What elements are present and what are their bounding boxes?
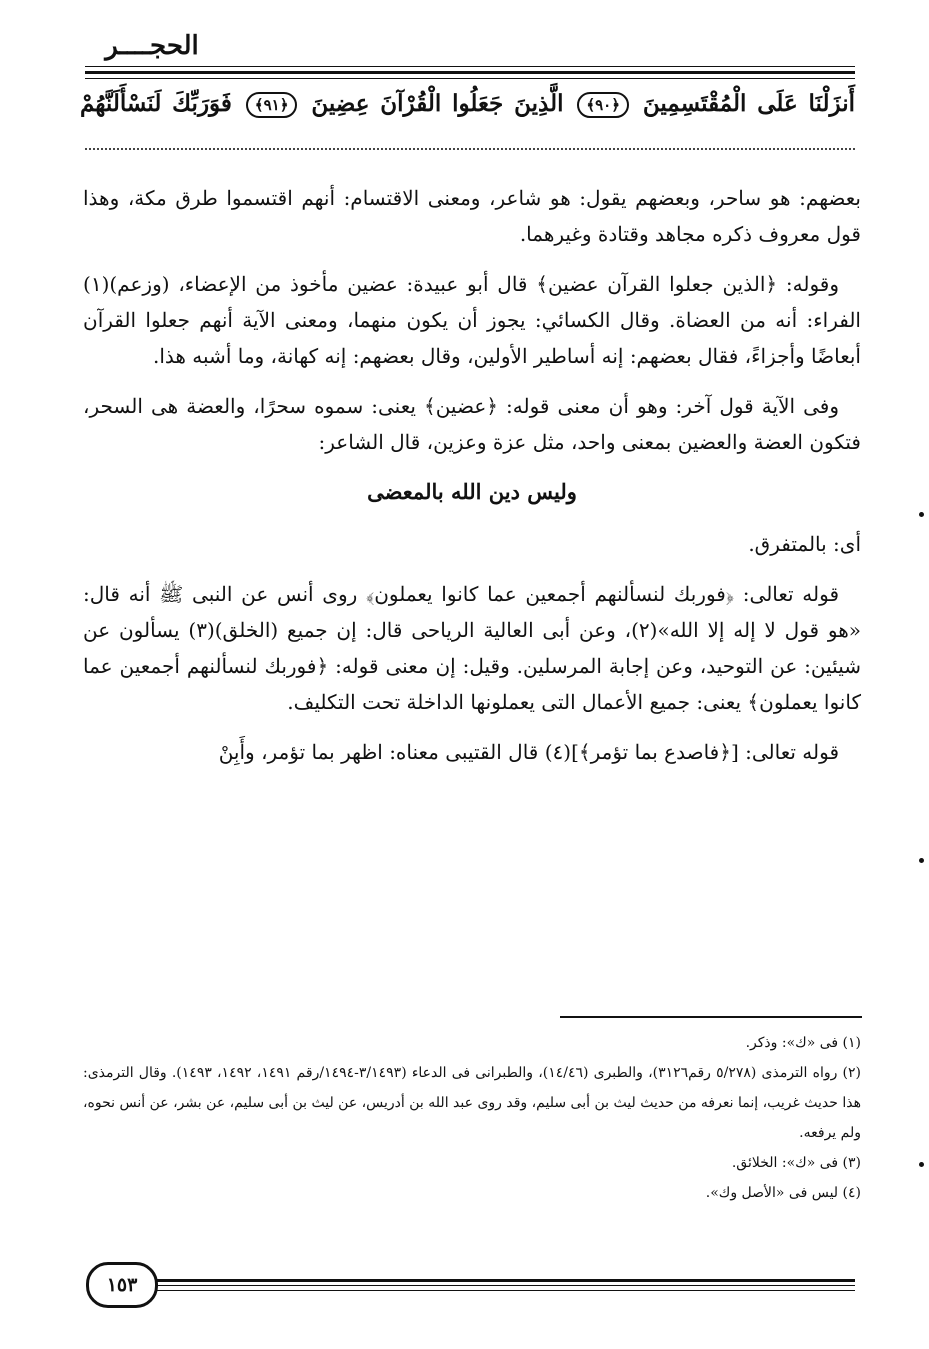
paragraph-2: وقوله: ﴿الذين جعلوا القرآن عضين﴾ قال أبو عبيدة: عضين مأخوذ من الإعضاء، (وزعم)(١) الفراء: أنه من العضاة. وقال الكسائي: يجوز أن يكون منهما، ومعنى الآية أنهم جعلوا القرآن أبعاضًا وأجزاءً، فقال بعضهم: إنه أساطير الأولين، وقال بعضهم: إنه كهانة، وما أشبه هذا. — [83, 272, 861, 368]
header-rule-thin — [85, 66, 855, 67]
footer-rule-thin — [150, 1285, 855, 1286]
footnote-3: (٣) فى «ك»: الخلائق. — [731, 1155, 861, 1171]
footer-rule-thick — [150, 1279, 855, 1282]
footnote-1: (١) فى «ك»: وذكر. — [745, 1035, 861, 1051]
quran-verse-header — [80, 82, 855, 132]
footnotes — [83, 1028, 861, 1208]
surah-name: الحجــــر — [105, 31, 199, 61]
ayah-marker-90: ﴿٩٠﴾ — [577, 92, 629, 118]
ayah-marker-91: ﴿٩١﴾ — [246, 92, 298, 118]
margin-dot-2 — [919, 858, 924, 863]
page-number: ١٥٣ — [86, 1262, 158, 1308]
footer-rule-thin-2 — [150, 1290, 855, 1291]
paragraph-1: بعضهم: هو ساحر، وبعضهم يقول: هو شاعر، ومعنى الاقتسام: أنهم اقتسموا طرق مكة، وهذا قول معروف ذكره مجاهد وقتادة وغيرهما. — [83, 186, 861, 246]
paragraph-6: قوله تعالى: [﴿فاصدع بما تؤمر﴾](٤) قال القتيبى معناه: اظهر بما تؤمر، وأَبِنْ — [218, 740, 839, 764]
paragraph-5: قوله تعالى: ﴿فوربك لنسألنهم أجمعين عما كانوا يعملون﴾ روى أنس عن النبى ﷺ أنه قال: «هو قول لا إله إلا الله»(٢)، وعن أبى العالية الرياحى قال: إن جميع (الخلق)(٣) يسألون عن شيئين: عن التوحيد، وعن إجابة المرسلين. وقيل: إن معنى قوله: ﴿فوربك لنسألنهم أجمعين عما كانوا يعملون﴾ يعنى: جميع الأعمال التى يعملونها الداخلة تحت التكليف. — [83, 582, 861, 714]
poetry-line: وليس دين الله بالمعضى — [367, 479, 577, 504]
footnote-4: (٤) ليس فى «الأصل وك». — [705, 1185, 861, 1201]
verse-part-92: فَوَرَبِّكَ لَنَسْأَلَنَّهُمْ — [80, 90, 232, 117]
header-rule-thin-2 — [85, 78, 855, 79]
margin-dot-3 — [919, 1162, 924, 1167]
paragraph-3: وفى الآية قول آخر: وهو أن معنى قوله: ﴿عضين﴾ يعنى: سموه سحرًا، والعضة هى السحر، فتكون العضة والعضين بمعنى واحد، مثل عزة وعزين، قال الشاعر: — [83, 394, 861, 454]
paragraph-4: أى: بالمتفرق. — [748, 532, 861, 556]
verse-part-90: أَنزَلْنَا عَلَى الْمُقْتَسِمِينَ — [642, 90, 855, 117]
header-rule-thick — [85, 71, 855, 74]
verse-part-91: الَّذِينَ جَعَلُوا الْقُرْآنَ عِضِينَ — [311, 90, 564, 117]
margin-dot-1 — [919, 512, 924, 517]
header-dotted-rule — [85, 148, 855, 150]
footnote-separator — [560, 1016, 862, 1018]
footnote-2: (٢) رواه الترمذى (٥/٢٧٨ رقم٣١٢٦)، والطبرى (١٤/٤٦)، والطبرانى فى الدعاء (٣/١٤٩٣-١٤٩٤/رقم ١٤٩١، ١٤٩٢، ١٤٩٣). وقال الترمذى: هذا حديث غريب، إنما نعرفه من حديث ليث بن أبى سليم، وقد روى عبد الله بن أدريس، عن ليث بن أبى سليم، عن بشر، عن أنس نحوه، ولم يرفعه. — [83, 1065, 861, 1141]
commentary-body — [83, 180, 861, 784]
